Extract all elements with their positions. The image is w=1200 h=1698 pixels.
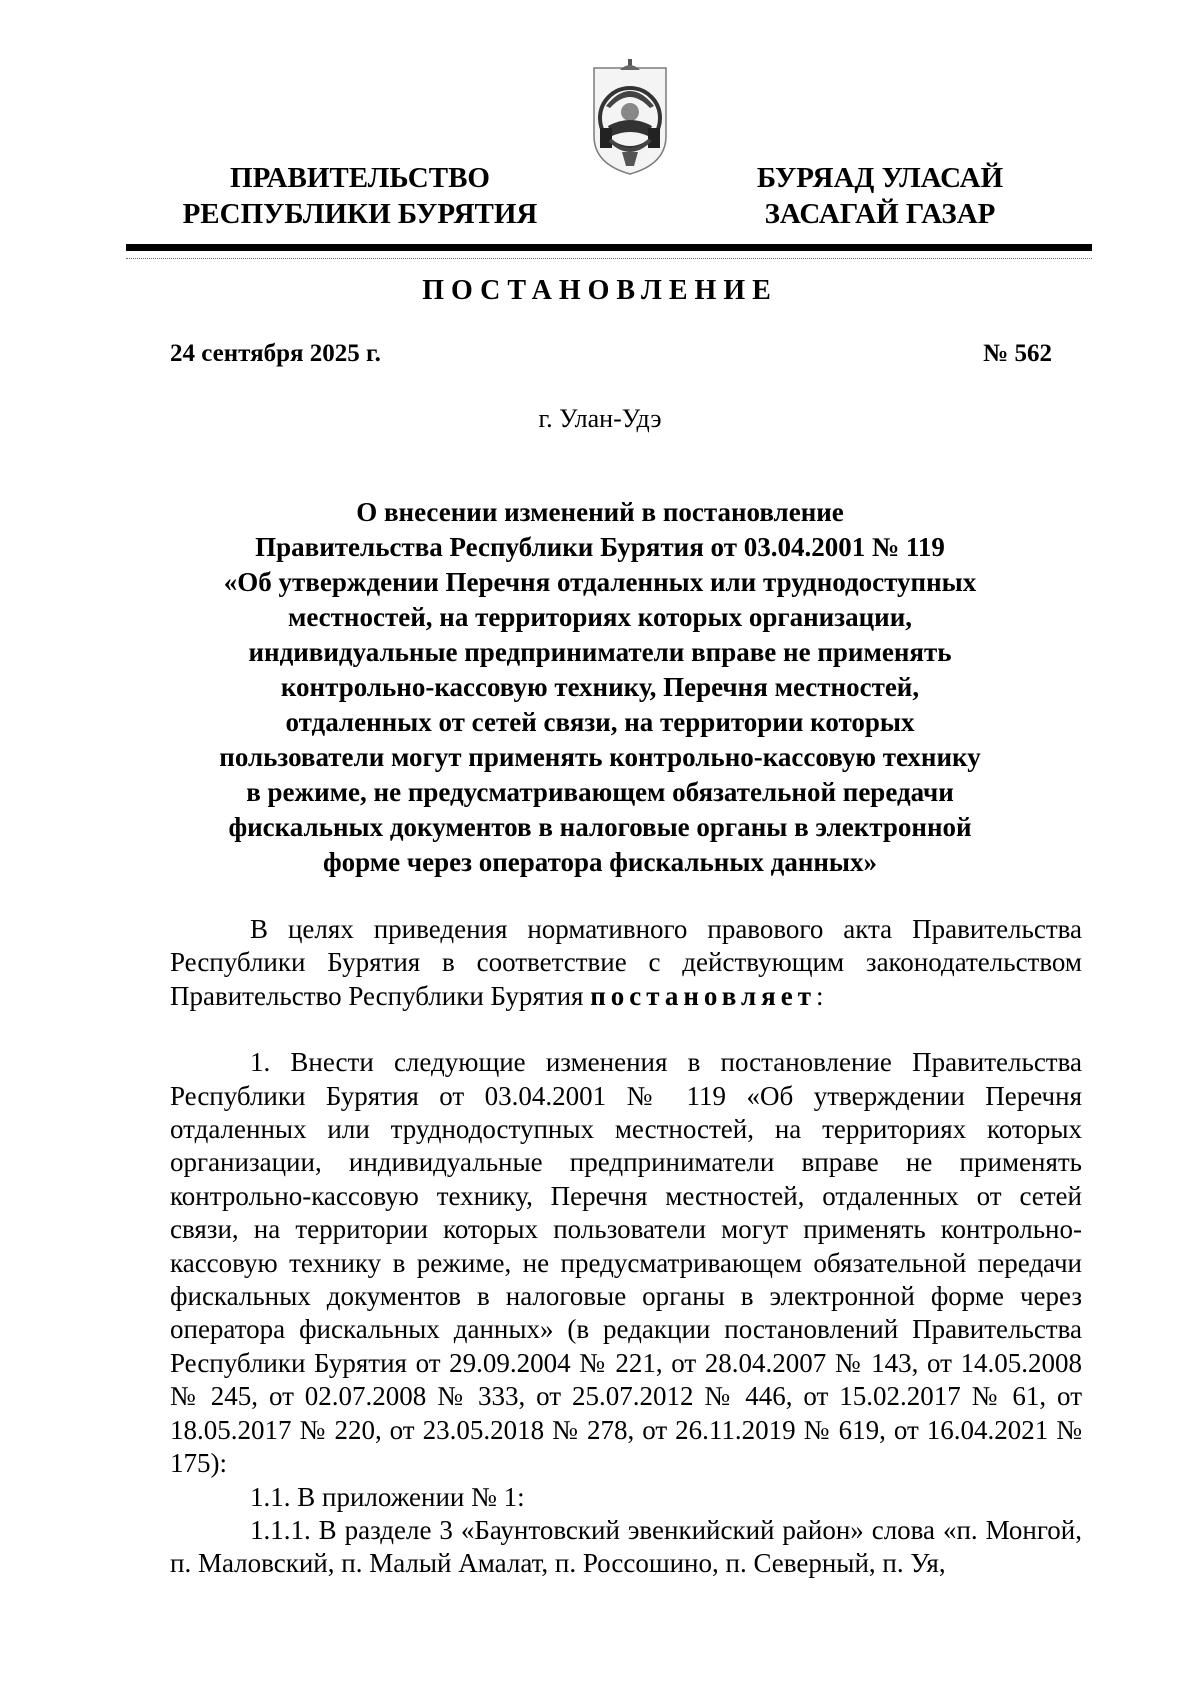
- item-paragraph: 1.1. В приложении № 1:: [250, 1481, 525, 1512]
- title-line: форме через оператора фискальных данных»: [322, 847, 878, 877]
- header-left-line2: РЕСПУБЛИКИ БУРЯТИЯ: [182, 198, 538, 230]
- title-line: в режиме, не предусматривающем обязательной передачи: [246, 777, 954, 807]
- title-line: местностей, на территориях которых организации,: [287, 602, 913, 632]
- title-line: «Об утверждении Перечня отдаленных или труднодоступных: [223, 567, 977, 597]
- document-city: г. Улан-Удэ: [538, 404, 662, 433]
- document-type: ПОСТАНОВЛЕНИЕ: [422, 275, 778, 306]
- item-paragraph: 1. Внести следующие изменения в постановление Правительства Республики Бурятия от 03.04.2001 № 119 «Об утверждении Перечня отдаленных или труднодоступных местностей, на территориях которых организации, индивидуальные предприниматели вправе не применять контрольно-кассовую технику, Перечня местностей, отдаленных от сетей связи, на территории которых пользователи могут применять контрольно-кассовую технику в режиме, не предусматривающем обязательной передачи фискальных документов в налоговые органы в электронной форме через оператора фискальных данных» (в редакции постановлений Правительства Республики Бурятия от 29.09.2004 № 221, от 28.04.2007 № 143, от 14.05.2008 № 245, от 02.07.2008 № 333, от 25.07.2012 № 446, от 15.02.2017 № 61, от 18.05.2017 № 220, от 23.05.2018 № 278, от 26.11.2019 № 619, от 16.04.2021 № 175):: [170, 1047, 1082, 1479]
- title-line: фискальных документов в налоговые органы в электронной: [228, 812, 972, 842]
- header-right-line1: БУРЯАД УЛАСАЙ: [756, 162, 1004, 194]
- coat-of-arms-emblem: [588, 56, 672, 178]
- coat-of-arms-icon: [588, 56, 672, 178]
- preamble-paragraph: [170, 913, 1082, 1013]
- title-line: Правительства Республики Бурятия от 03.04.2001 № 119: [255, 532, 945, 562]
- document-number: № 562: [983, 340, 1052, 367]
- government-name-russian: [180, 160, 540, 232]
- title-line: отдаленных от сетей связи, на территории которых: [285, 707, 915, 737]
- title-line: контрольно-кассовую технику, Перечня местностей,: [280, 672, 920, 702]
- header-right-line2: ЗАСАГАЙ ГАЗАР: [764, 198, 996, 230]
- preamble-end: :: [815, 980, 824, 1011]
- header-left-line1: ПРАВИТЕЛЬСТВО: [230, 162, 490, 194]
- document-title: [160, 495, 1040, 880]
- document-date: 24 сентября 2025 г.: [170, 340, 381, 367]
- paragraph-gap: [170, 1013, 1082, 1046]
- title-line: индивидуальные предприниматели вправе не применять: [248, 637, 952, 667]
- title-line: О внесении изменений в постановление: [356, 497, 844, 527]
- preamble-text: В целях приведения нормативного правового акта Правительства Республики Бурятия в соответствие с действующим законодательством Правительство Республики Бурятия: [170, 914, 1082, 1011]
- document-body: [170, 913, 1082, 1581]
- title-line: пользователи могут применять контрольно-кассовую технику: [219, 742, 981, 772]
- header-divider-thin: [126, 258, 1092, 259]
- government-name-buryat: [740, 160, 1020, 232]
- header-divider-thick: [126, 244, 1092, 251]
- decree-keyword: постановляет: [590, 980, 816, 1011]
- item-paragraph: 1.1.1. В разделе 3 «Баунтовский эвенкийский район» слова «п. Монгой, п. Маловский, п. Малый Амалат, п. Россошино, п. Северный, п. Уя,: [170, 1514, 1082, 1579]
